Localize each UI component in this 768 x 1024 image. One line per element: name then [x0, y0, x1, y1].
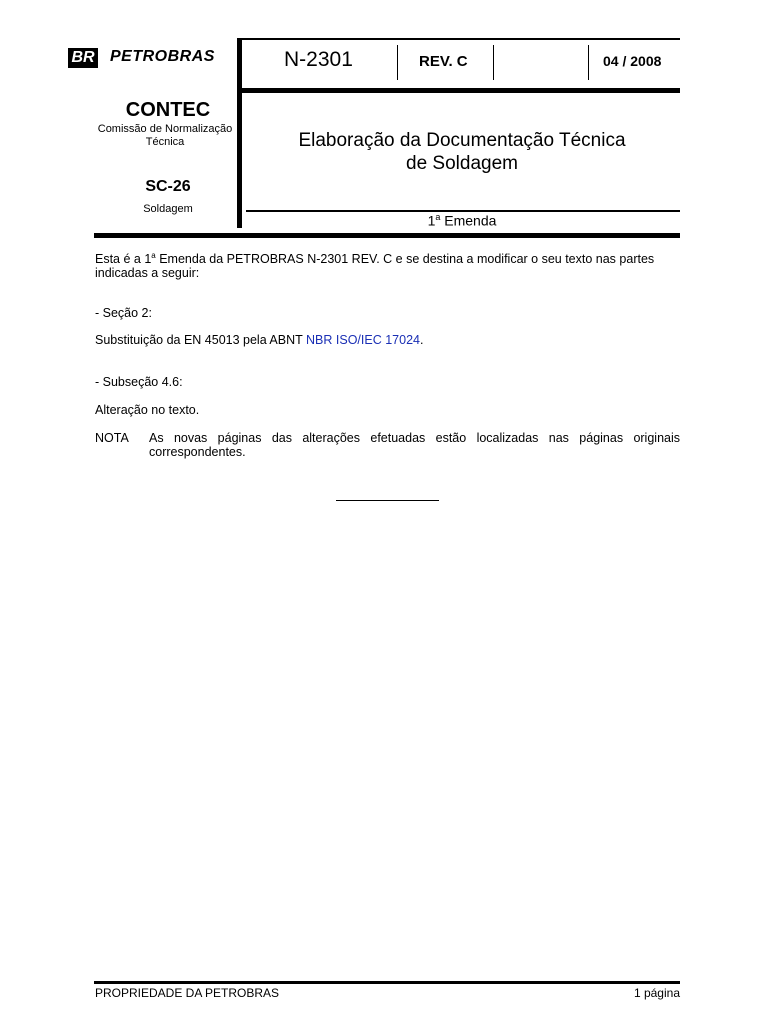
brand-name: PETROBRAS [110, 48, 215, 65]
petrobras-logo [68, 44, 228, 72]
note-label: NOTA [95, 431, 129, 445]
amendment-superscript: a [435, 212, 441, 222]
footer-page-count: 1 página [633, 986, 680, 1000]
intro-text-start: Esta é a 1 [95, 252, 152, 267]
section-2-heading: - Seção 2: [95, 306, 152, 320]
subcommittee-code: SC-26 [145, 178, 191, 195]
header-top-rule [242, 38, 680, 40]
note-text: As novas páginas das alterações efetuadas estão localizadas nas páginas originais correspondentes. [149, 431, 680, 459]
header-cell-separator [493, 45, 494, 80]
header-cell-separator [397, 45, 398, 80]
standard-link[interactable]: NBR ISO/IEC 17024 [306, 333, 420, 347]
header-middle-rule [242, 88, 680, 93]
title-line-1: Elaboração da Documentação Técnica [298, 130, 626, 151]
document-title [246, 129, 678, 175]
substitution-text: Substituição da EN 45013 pela ABNT [95, 333, 307, 347]
footer-property: PROPRIEDADE DA PETROBRAS [95, 986, 280, 1000]
intro-text-end: Emenda da PETROBRAS N-2301 REV. C e se destina a modificar o seu texto nas partes indicadas a seguir: [95, 252, 655, 281]
footer-rule [94, 981, 680, 984]
amendment-label [246, 212, 678, 229]
amendment-text: Emenda [440, 212, 497, 229]
subsection-4-6-heading: - Subseção 4.6: [95, 375, 183, 389]
amendment-number: 1 [427, 212, 436, 229]
intro-paragraph [95, 249, 680, 280]
committee-description: Comissão de Normalização Técnica [97, 123, 233, 148]
document-date: 04 / 2008 [603, 53, 662, 69]
header-cell-separator [588, 45, 589, 80]
title-line-2: de Soldagem [406, 153, 518, 174]
document-code: N-2301 [284, 48, 353, 71]
intro-superscript: a [151, 251, 156, 260]
br-logo-text: BR [71, 49, 95, 66]
substitution-paragraph [95, 333, 680, 347]
subcommittee-name: Soldagem [143, 203, 193, 215]
committee-name: CONTEC [125, 99, 211, 121]
alteration-paragraph: Alteração no texto. [95, 403, 200, 417]
revision-label: REV. C [419, 53, 468, 70]
header-bottom-rule [94, 233, 680, 238]
end-of-text-line [336, 500, 439, 501]
substitution-period: . [419, 333, 424, 347]
br-logo-mark [68, 48, 98, 68]
